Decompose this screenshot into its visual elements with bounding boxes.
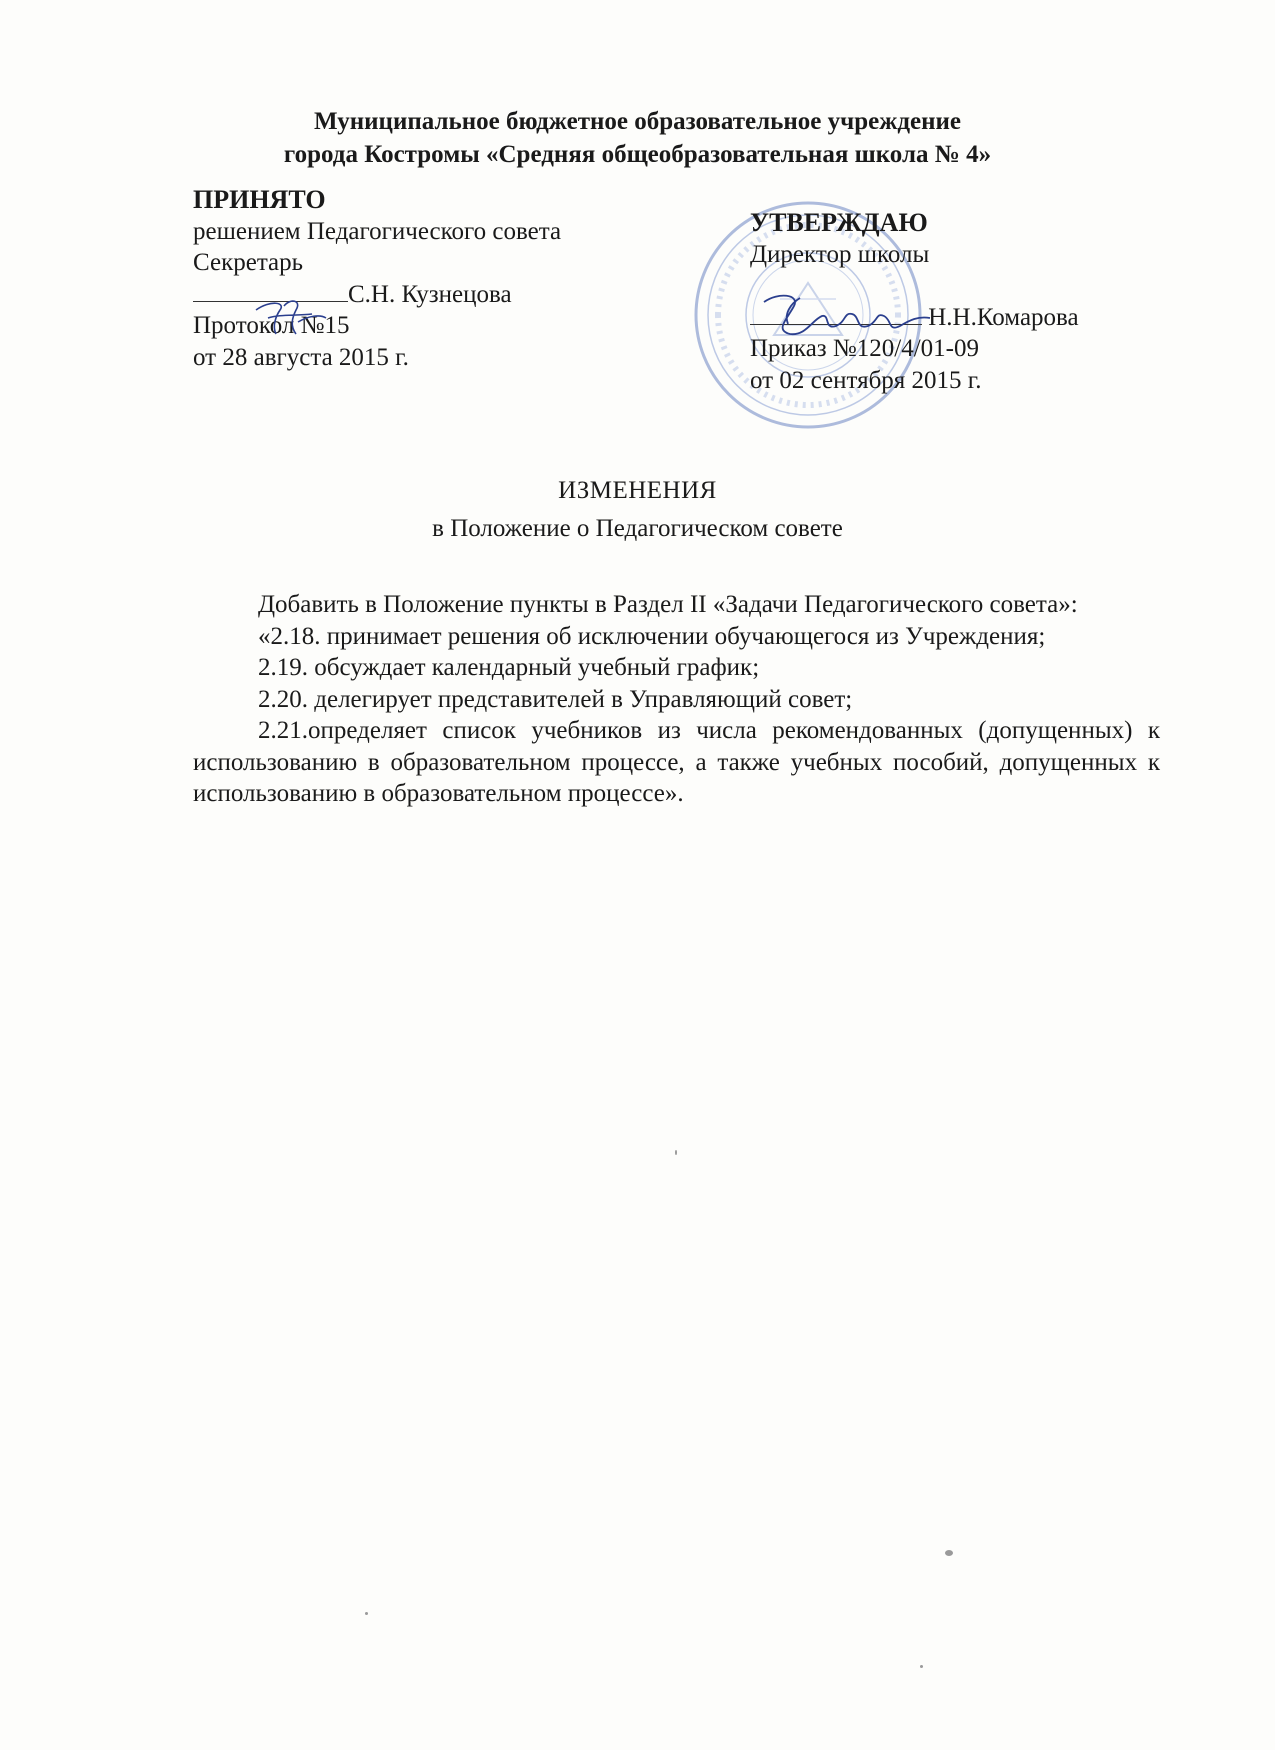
accepted-protocol: Протокол №15 xyxy=(193,312,350,339)
scan-speck xyxy=(945,1550,953,1556)
org-name-line2: города Костромы «Средняя общеобразовательная школа № 4» xyxy=(283,141,992,168)
scan-speck xyxy=(675,1150,677,1155)
document-subtitle: в Положение о Педагогическом совете xyxy=(432,515,843,542)
org-name-line1: Муниципальное бюджетное образовательное учреждение xyxy=(313,108,962,135)
accepted-line2: Секретарь xyxy=(193,249,304,276)
approved-signer: Н.Н.Комарова xyxy=(928,303,1079,331)
approved-date: от 02 сентября 2015 г. xyxy=(750,366,982,394)
body-paragraph: Добавить в Положение пункты в Раздел II «Задачи Педагогического совета»: xyxy=(258,591,1078,618)
document-title: ИЗМЕНЕНИЯ xyxy=(558,477,717,504)
document-body xyxy=(193,589,1160,810)
approved-order: Приказ №120/4/01-09 xyxy=(750,335,979,362)
body-paragraph: 2.21.определяет список учебников из числа рекомендованных (допущенных) к использованию в образовательном процессе, а также учебных пособий, допущенных к использованию в образовательном процессе». xyxy=(193,717,1160,807)
secretary-signature xyxy=(250,296,330,338)
accepted-date: от 28 августа 2015 г. xyxy=(193,343,409,371)
body-paragraph: 2.20. делегирует представителей в Управляющий совет; xyxy=(258,685,853,713)
accepted-signer: С.Н. Кузнецова xyxy=(348,280,512,308)
director-signature xyxy=(760,290,935,340)
accepted-block xyxy=(193,184,653,373)
scan-speck xyxy=(365,1612,368,1615)
body-paragraph: «2.18. принимает решения об исключении обучающегося из Учреждения; xyxy=(258,622,1046,650)
approved-line1: Директор школы xyxy=(750,240,930,268)
accepted-title: ПРИНЯТО xyxy=(193,185,326,214)
accepted-line1: решением Педагогического совета xyxy=(193,217,562,245)
approved-title: УТВЕРЖДАЮ xyxy=(750,208,928,237)
body-paragraph: 2.19. обсуждает календарный учебный график; xyxy=(258,654,760,681)
scan-speck xyxy=(920,1665,923,1668)
